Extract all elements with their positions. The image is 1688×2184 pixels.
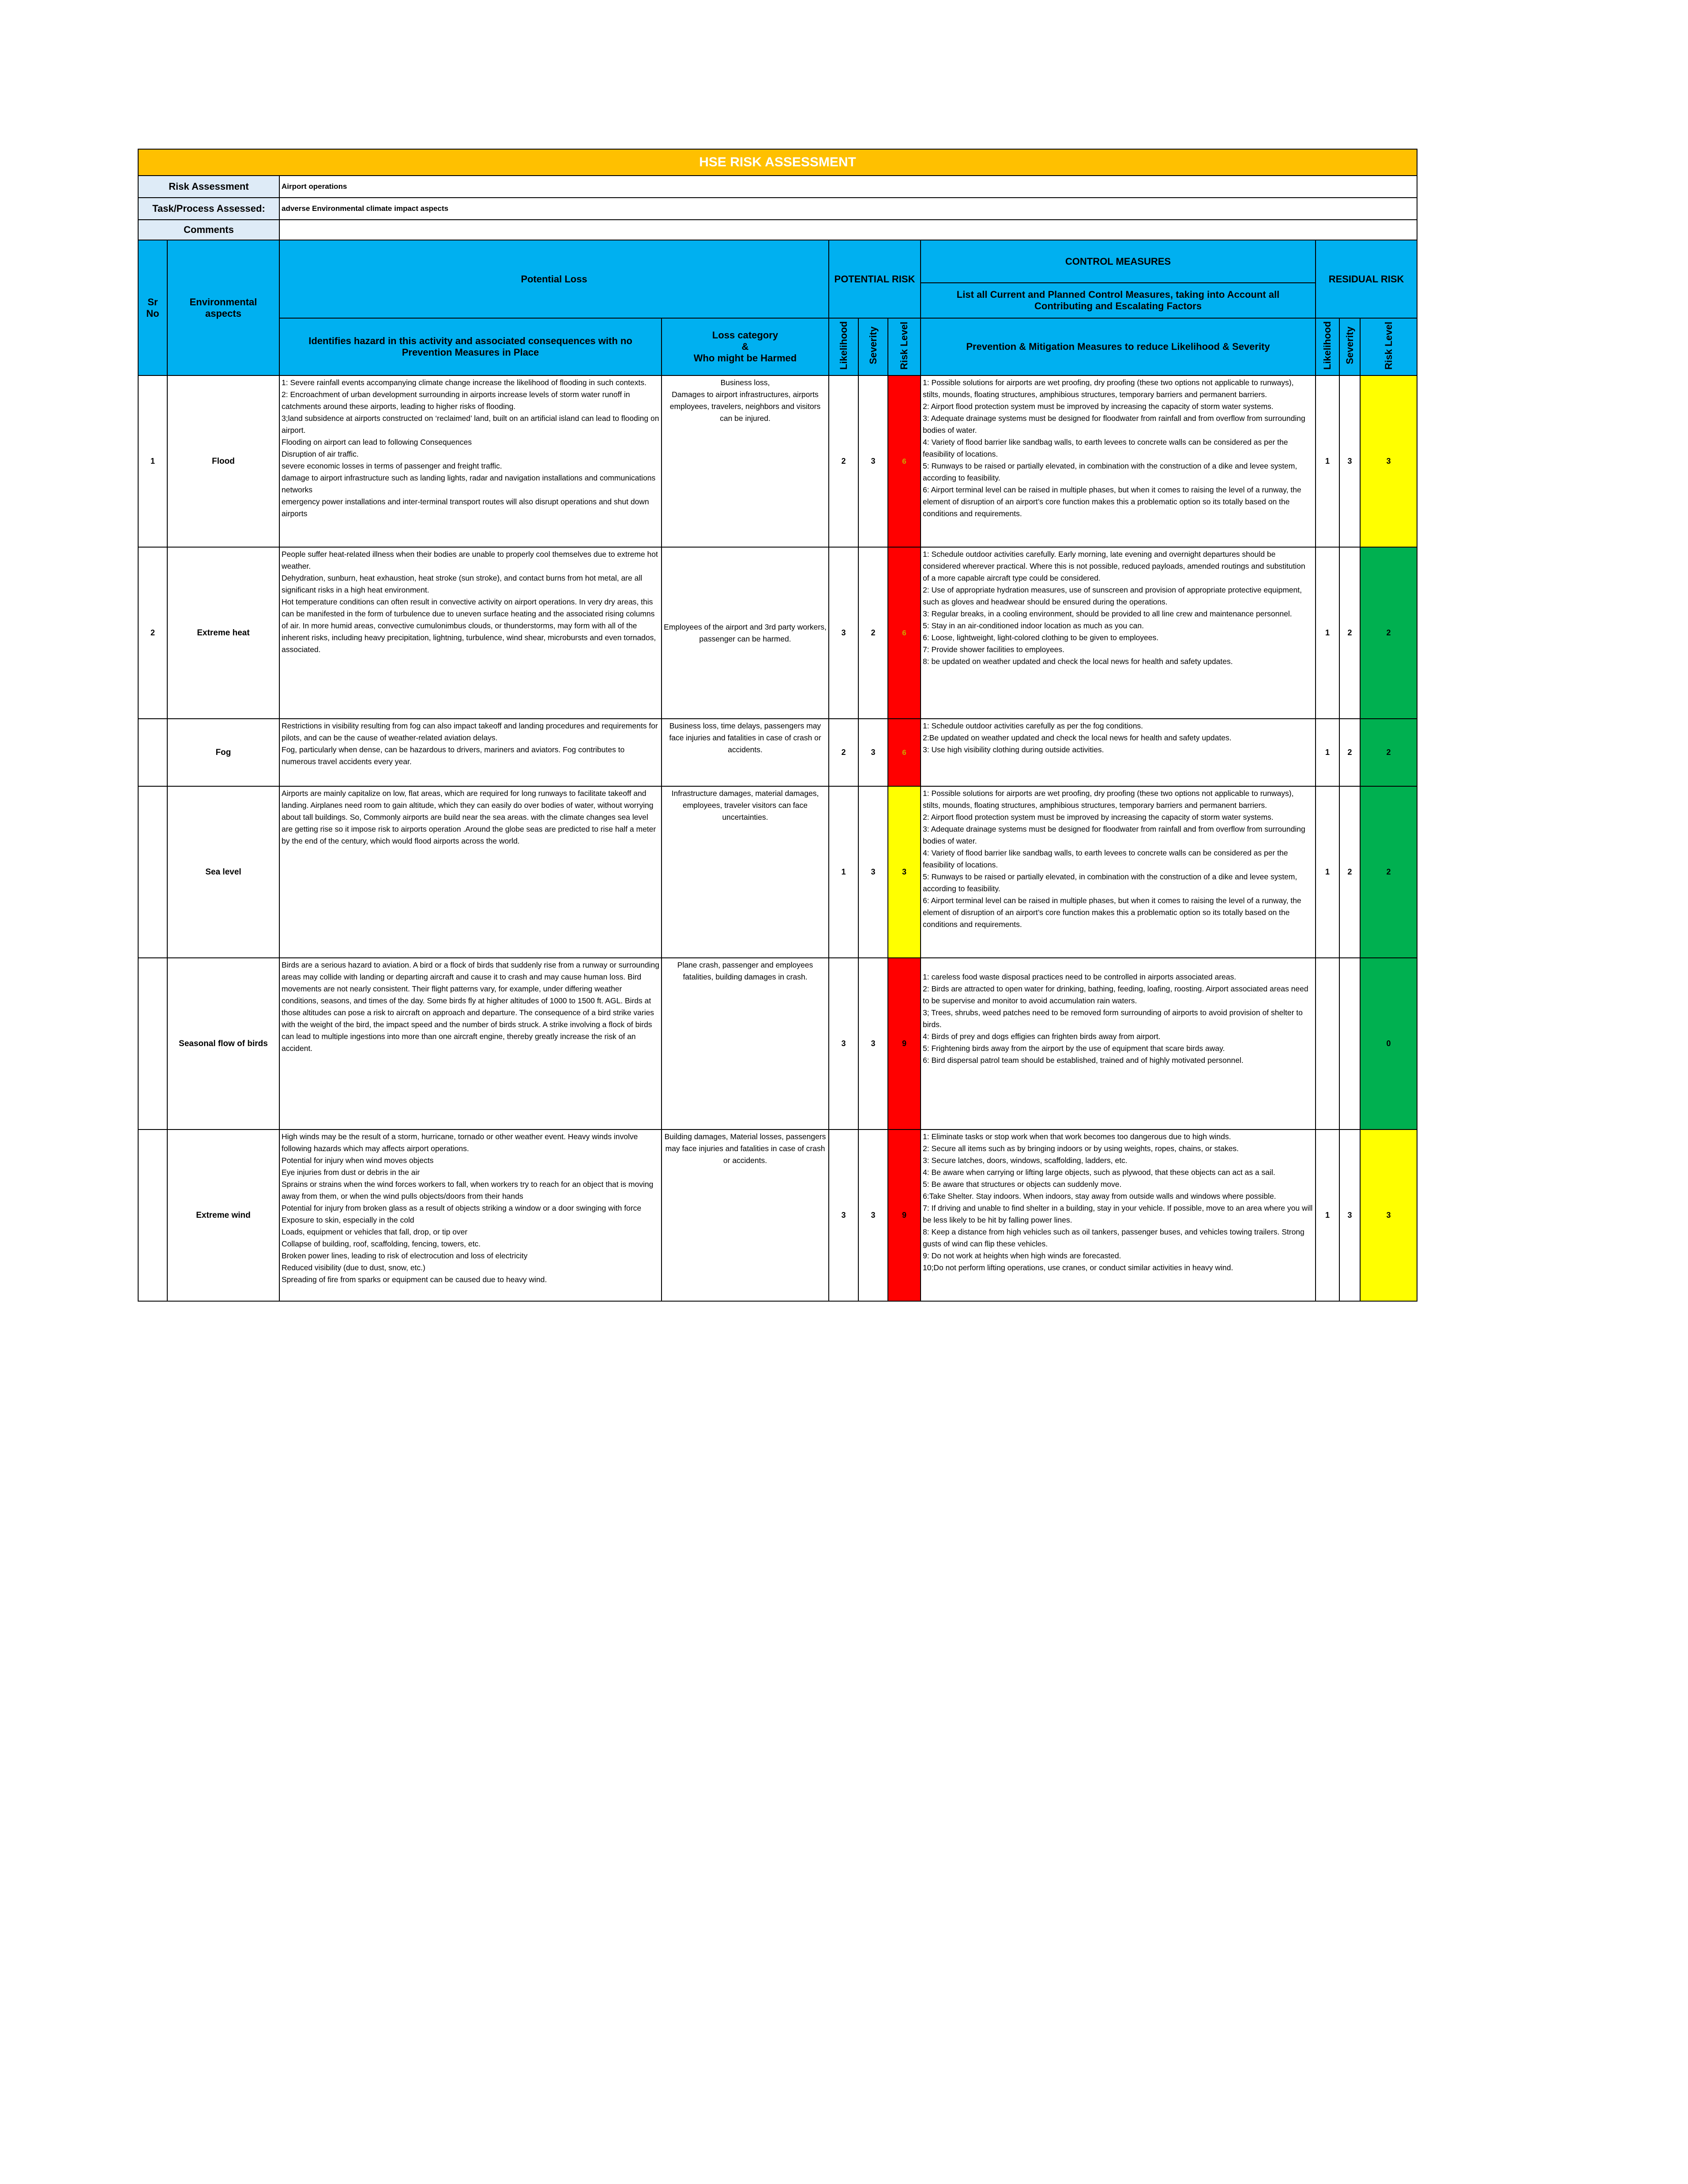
header-risk-level: Risk Level (899, 321, 910, 370)
row-hazard: 1: Severe rainfall events accompanying climate change increase the likelihood of flooding in such contexts. 2: Encroachment of urban development surrounding in airports increase levels of storm water runoff in catchments around these airports, leading to higher risks of flooding. 3;land subsidence at airports constructed on ‘reclaimed’ land, built on an artificial island can lead to flooding on airport. Flooding on airport can lead to following Consequences Disruption of air traffic. severe economic losses in terms of passenger and freight traffic. damage to airport infrastructure such as landing lights, radar and navigation installations and communications networks emergency power installations and inter-terminal transport routes will also disrupt operations and shut down airports (279, 375, 662, 547)
meta-label-risk-assessment: Risk Assessment (138, 176, 279, 198)
row-sr (138, 786, 167, 958)
row-res-likelihood: 1 (1316, 547, 1339, 719)
meta-value-comments (279, 220, 1417, 240)
row-res-severity: 2 (1339, 719, 1360, 786)
row-likelihood: 3 (829, 1130, 858, 1301)
row-res-severity: 2 (1339, 786, 1360, 958)
row-hazard: High winds may be the result of a storm, hurricane, tornado or other weather event. Heavy winds involve following hazards which may affects airport operations. Potential for injury when wind moves objects Eye injuries from dust or debris in the air Sprains or strains when the wind forces workers to fall, when workers try to reach for an object that is moving away from them, or when the wind pulls objects/doors from their hands Potential for injury from broken glass as a result of objects striking a window or a door swinging with force Exposure to skin, especially in the cold Loads, equipment or vehicles that fall, drop, or tip over Collapse of building, roof, scaffolding, fencing, towers, etc. Broken power lines, leading to risk of electrocution and loss of electricity Reduced visibility (due to dust, snow, etc.) Spreading of fire from sparks or equipment can be caused due to heavy wind. (279, 1130, 662, 1301)
row-aspect: Seasonal flow of birds (167, 958, 279, 1130)
row-risk-level (888, 547, 921, 719)
row-aspect: Flood (167, 375, 279, 547)
row-hazard: Airports are mainly capitalize on low, flat areas, which are required for long runways to facilitate takeoff and landing. Airplanes need room to gain altitude, which they can easily do over bodies of water, without worrying about tall buildings. So, Commonly airports are build near the sea areas. with the climate changes sea level are getting rise so it impose risk to airports operation .Around the globe seas are predicted to rise half a meter by the end of the century, which would flood airports across the world. (279, 786, 662, 958)
row-res-likelihood: 1 (1316, 719, 1339, 786)
row-severity: 3 (858, 375, 888, 547)
meta-label-comments: Comments (138, 220, 279, 240)
table-row (138, 786, 1417, 958)
row-risk-level: 9 (888, 958, 921, 1130)
row-res-level: 2 (1360, 719, 1417, 786)
row-res-level: 2 (1360, 547, 1417, 719)
row-res-severity: 2 (1339, 547, 1360, 719)
row-res-likelihood (1316, 958, 1339, 1130)
row-risk-level (888, 375, 921, 547)
row-risk-level: 9 (888, 1130, 921, 1301)
header-loss-category: Loss category & Who might be Harmed (662, 318, 829, 375)
header-potential-risk: POTENTIAL RISK (829, 240, 921, 318)
row-res-level: 2 (1360, 786, 1417, 958)
row-severity: 3 (858, 719, 888, 786)
row-control: 1: Possible solutions for airports are wet proofing, dry proofing (these two options not applicable to runways), stilts, mounds, floating structures, amphibious structures, temporary barriers and permanent barriers. 2: Airport flood protection system must be improved by increasing the capacity of storm water systems. 3: Adequate drainage systems must be designed for floodwater from rainfall and from overflow from surrounding bodies of water. 4: Variety of flood barrier like sandbag walls, to earth levees to concrete walls can be considered as per the feasibility of locations. 5: Runways to be raised or partially elevated, in combination with the construction of a dike and levee system, according to feasibility. 6: Airport terminal level can be raised in multiple phases, but when it comes to raising the level of a runway, the element of disruption of an airport’s core function makes this a problematic option so its totally based on the conditions and requirements. (921, 786, 1316, 958)
row-res-severity (1339, 958, 1360, 1130)
header-control-sub: List all Current and Planned Control Measures, taking into Account all Contributing and Escalating Factors (921, 283, 1316, 318)
row-res-severity: 3 (1339, 375, 1360, 547)
header-environmental-aspects: Environmental aspects (167, 240, 279, 375)
table-row (138, 547, 1417, 719)
row-sr (138, 958, 167, 1130)
row-loss: Infrastructure damages, material damages, employees, traveler visitors can face uncertainties. (662, 786, 829, 958)
header-res-likelihood-cell (1316, 318, 1339, 375)
row-likelihood: 3 (829, 958, 858, 1130)
row-res-likelihood: 1 (1316, 1130, 1339, 1301)
row-likelihood: 2 (829, 375, 858, 547)
row-hazard: Birds are a serious hazard to aviation. A bird or a flock of birds that suddenly rise from a runway or surrounding areas may collide with landing or departing aircraft and cause it to crash and may cause human loss. Bird movements are not nearly consistent. Their flight patterns vary, for example, under differing weather conditions, seasons, and times of the day. Some birds fly at higher altitudes of 1000 to 1500 ft. AGL. Birds at those altitudes can pose a risk to aircraft on approach and departure. The consequence of a bird strike varies with the weight of the bird, the impact speed and the number of birds struck. A strike involving a flock of birds can lead to multiple ingestions into more than one aircraft engine, thereby greatly increase the risk of an accident. (279, 958, 662, 1130)
row-likelihood: 1 (829, 786, 858, 958)
header-res-severity-cell (1339, 318, 1360, 375)
sheet-title: HSE RISK ASSESSMENT (138, 149, 1417, 176)
row-sr (138, 719, 167, 786)
row-risk-level: 3 (888, 786, 921, 958)
row-aspect: Fog (167, 719, 279, 786)
row-risk-level-value: 6 (902, 629, 906, 637)
row-risk-level-value: 6 (902, 457, 906, 465)
row-sr: 1 (138, 375, 167, 547)
row-likelihood: 3 (829, 547, 858, 719)
row-res-severity: 3 (1339, 1130, 1360, 1301)
header-severity: Severity (867, 326, 879, 364)
header-hazard: Identifies hazard in this activity and associated consequences with no Prevention Measures in Place (279, 318, 662, 375)
row-res-level: 0 (1360, 958, 1417, 1130)
risk-assessment-sheet (138, 149, 1417, 1302)
row-control: 1: Schedule outdoor activities carefully as per the fog conditions. 2:Be updated on weather updated and check the local news for health and safety updates. 3: Use high visibility clothing during outside activities. (921, 719, 1316, 786)
header-potential-loss: Potential Loss (279, 240, 829, 318)
table-row (138, 375, 1417, 547)
row-risk-level-value: 6 (902, 748, 906, 757)
row-risk-level (888, 719, 921, 786)
row-control: 1: Eliminate tasks or stop work when that work becomes too dangerous due to high winds. 2: Secure all items such as by bringing indoors or by using weights, ropes, chains, or stakes. 3: Secure latches, doors, windows, scaffolding, ladders, etc. 4: Be aware when carrying or lifting large objects, such as plywood, that these objects can act as a sail. 5: Be aware that structures or objects can suddenly move. 6:Take Shelter. Stay indoors. When indoors, stay away from outside walls and windows where possible. 7: If driving and unable to find shelter in a building, stay in your vehicle. If possible, move to an area where you will be less likely to be hit by falling power lines. 8: Keep a distance from high vehicles such as oil tankers, passenger buses, and vehicles towing trailers. Strong gusts of wind can flip these vehicles. 9: Do not work at heights when high winds are forecasted. 10;Do not perform lifting operations, use cranes, or conduct similar activities in heavy wind. (921, 1130, 1316, 1301)
header-likelihood-cell (829, 318, 858, 375)
meta-value-task: adverse Environmental climate impact aspects (279, 198, 1417, 220)
row-control: 1: Schedule outdoor activities carefully. Early morning, late evening and overnight departures should be considered wherever practical. Where this is not possible, reduced payloads, amended routings and substitution of a more capable aircraft type could be considered. 2: Use of appropriate hydration measures, use of sunscreen and provision of appropriate protective equipment, such as gloves and headwear should be ensured during the operations. 3: Regular breaks, in a cooling environment, should be provided to all line crew and maintenance personnel. 5: Stay in an air-conditioned indoor location as much as you can. 6: Loose, lightweight, light-colored clothing to be given to employees. 7: Provide shower facilities to employees. 8: be updated on weather updated and check the local news for health and safety updates. (921, 547, 1316, 719)
row-loss: Business loss, Damages to airport infrastructures, airports employees, travelers, neighbors and visitors can be injured. (662, 375, 829, 547)
header-risk-level-cell (888, 318, 921, 375)
row-sr: 2 (138, 547, 167, 719)
row-loss: Business loss, time delays, passengers may face injuries and fatalities in case of crash or accidents. (662, 719, 829, 786)
row-severity: 3 (858, 1130, 888, 1301)
table-row (138, 958, 1417, 1130)
row-res-level: 3 (1360, 375, 1417, 547)
header-prevention: Prevention & Mitigation Measures to reduce Likelihood & Severity (921, 318, 1316, 375)
row-likelihood: 2 (829, 719, 858, 786)
header-res-risk-level-cell (1360, 318, 1417, 375)
row-control: 1: Possible solutions for airports are wet proofing, dry proofing (these two options not applicable to runways), stilts, mounds, floating structures, amphibious structures, temporary barriers and permanent barriers. 2: Airport flood protection system must be improved by increasing the capacity of storm water systems. 3: Adequate drainage systems must be designed for floodwater from rainfall and from overflow from surrounding bodies of water. 4: Variety of flood barrier like sandbag walls, to earth levees to concrete walls can be considered as per the feasibility of locations. 5: Runways to be raised or partially elevated, in combination with the construction of a dike and levee system, according to feasibility. 6: Airport terminal level can be raised in multiple phases, but when it comes to raising the level of a runway, the element of disruption of an airport’s core function makes this a problematic option so its totally based on the conditions and requirements. (921, 375, 1316, 547)
header-control-measures: CONTROL MEASURES (921, 240, 1316, 283)
row-severity: 3 (858, 958, 888, 1130)
table-row (138, 719, 1417, 786)
header-res-likelihood: Likelihood (1322, 321, 1333, 370)
header-severity-cell (858, 318, 888, 375)
row-severity: 2 (858, 547, 888, 719)
header-sr-no: Sr No (138, 240, 167, 375)
row-aspect: Extreme wind (167, 1130, 279, 1301)
meta-label-task: Task/Process Assessed: (138, 198, 279, 220)
table-row (138, 1130, 1417, 1301)
header-residual-risk: RESIDUAL RISK (1316, 240, 1417, 318)
row-res-likelihood: 1 (1316, 786, 1339, 958)
row-loss: Employees of the airport and 3rd party workers, passenger can be harmed. (662, 547, 829, 719)
meta-value-risk-assessment: Airport operations (279, 176, 1417, 198)
row-hazard: People suffer heat-related illness when their bodies are unable to properly cool themselves due to extreme hot weather. Dehydration, sunburn, heat exhaustion, heat stroke (sun stroke), and contact burns from hot metal, are all significant risks in a high heat environment. Hot temperature conditions can often result in convective activity on airport operations. In very dry areas, this can be manifested in the form of turbulence due to uneven surface heating and the associated rising columns of air. In more humid areas, convective cumulonimbus clouds, or thunderstorms, may form with all of the inherent risks, including heavy precipitation, lightning, turbulence, wind shear, microbursts and even tornados, associated. (279, 547, 662, 719)
row-res-likelihood: 1 (1316, 375, 1339, 547)
row-aspect: Sea level (167, 786, 279, 958)
row-aspect: Extreme heat (167, 547, 279, 719)
header-likelihood: Likelihood (838, 321, 849, 370)
row-sr (138, 1130, 167, 1301)
risk-table (138, 149, 1417, 1302)
row-loss: Building damages, Material losses, passengers may face injuries and fatalities in case of crash or accidents. (662, 1130, 829, 1301)
header-res-risk-level: Risk Level (1383, 321, 1394, 370)
row-res-level: 3 (1360, 1130, 1417, 1301)
header-res-severity: Severity (1344, 326, 1355, 364)
row-control: 1: careless food waste disposal practices need to be controlled in airports associated areas. 2: Birds are attracted to open water for drinking, bathing, feeding, loafing, roosting. Airport associated areas need to be supervise and monitor to avoid accumulation rain waters. 3; Trees, shrubs, weed patches need to be removed form surrounding of airports to avoid provision of shelter to birds. 4: Birds of prey and dogs effigies can frighten birds away from airport. 5: Frightening birds away from the airport by the use of equipment that scare birds away. 6: Bird dispersal patrol team should be established, trained and of highly motivated personnel. (921, 958, 1316, 1130)
row-loss: Plane crash, passenger and employees fatalities, building damages in crash. (662, 958, 829, 1130)
row-hazard: Restrictions in visibility resulting from fog can also impact takeoff and landing procedures and requirements for pilots, and can be the cause of weather-related aviation delays. Fog, particularly when dense, can be hazardous to drivers, mariners and aviators. Fog contributes to numerous travel accidents every year. (279, 719, 662, 786)
row-severity: 3 (858, 786, 888, 958)
